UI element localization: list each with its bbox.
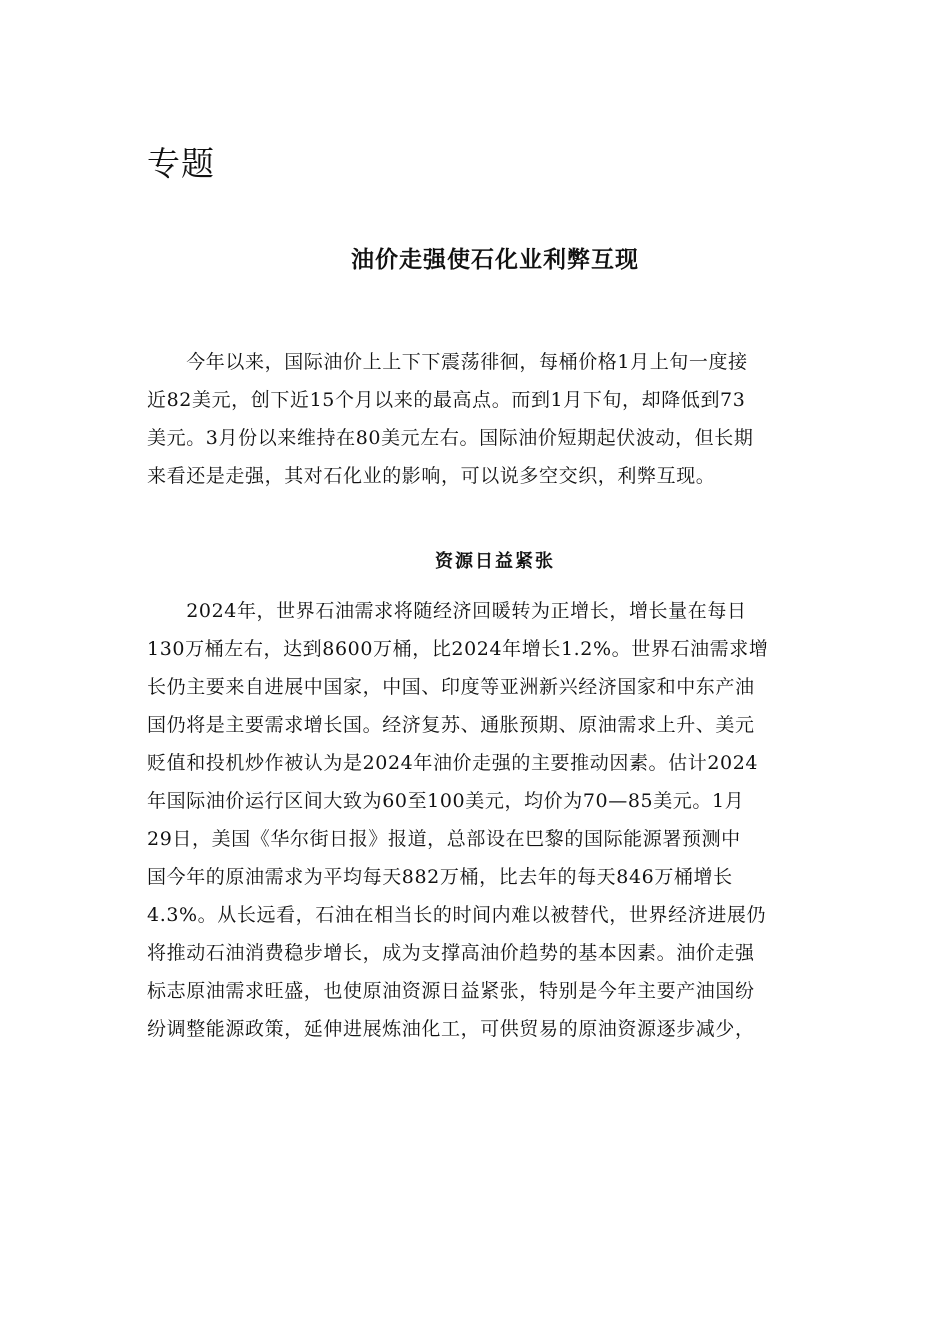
paragraph-line: 130万桶左右，达到8600万桶，比2024年增长1.2%。世界石油需求增: [147, 638, 769, 660]
paragraph-line: 将推动石油消费稳步增长，成为支撑高油价趋势的基本因素。油价走强: [147, 942, 755, 964]
paragraph-line: 29日，美国《华尔街日报》报道，总部设在巴黎的国际能源署预测中: [147, 828, 741, 850]
paragraph-line: 国仍将是主要需求增长国。经济复苏、通胀预期、原油需求上升、美元: [147, 714, 755, 736]
paragraph-line: 国今年的原油需求为平均每天882万桶，比去年的每天846万桶增长: [147, 866, 733, 888]
paragraph-line: 标志原油需求旺盛，也使原油资源日益紧张，特别是今年主要产油国纷: [147, 980, 755, 1002]
section-label: 专题: [147, 144, 215, 183]
paragraph-line: 4.3%。从长远看，石油在相当长的时间内难以被替代，世界经济进展仍: [147, 904, 767, 926]
paragraph-line: 近82美元，创下近15个月以来的最高点。而到1月下旬，却降低到73: [147, 389, 746, 411]
paragraph-line: 贬值和投机炒作被认为是2024年油价走强的主要推动因素。估计2024: [147, 752, 759, 774]
paragraph-line: 2024年，世界石油需求将随经济回暖转为正增长，增长量在每日: [147, 600, 747, 622]
paragraph-line: 美元。3月份以来维持在80美元左右。国际油价短期起伏波动，但长期: [147, 427, 754, 449]
paragraph-line: 纷调整能源政策，延伸进展炼油化工，可供贸易的原油资源逐步减少，: [147, 1018, 755, 1040]
intro-paragraph: [147, 343, 844, 495]
paragraph-line: 长仍主要来自进展中国家，中国、印度等亚洲新兴经济国家和中东产油: [147, 676, 755, 698]
paragraph-line: 来看还是走强，其对石化业的影响，可以说多空交织，利弊互现。: [147, 465, 716, 487]
body-paragraph: [147, 592, 844, 1048]
paragraph-line: 年国际油价运行区间大致为60至100美元，均价为70—85美元。1月: [147, 790, 745, 812]
paragraph-line: 今年以来，国际油价上上下下震荡徘徊，每桶价格1月上旬一度接: [147, 351, 748, 373]
article-title: 油价走强使石化业利弊互现: [351, 246, 639, 273]
section-subheading: 资源日益紧张: [435, 551, 555, 572]
